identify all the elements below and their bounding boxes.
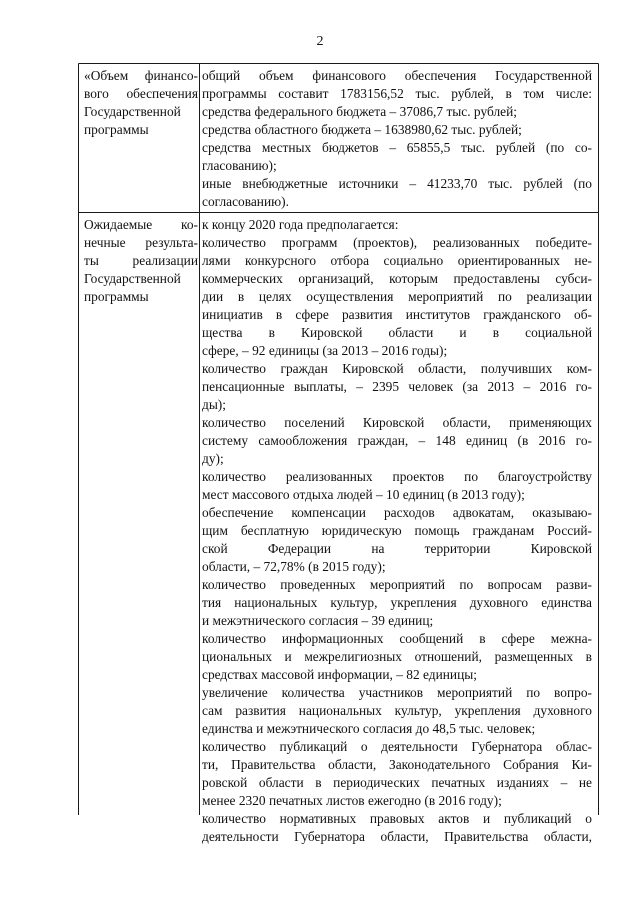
page-number: 2 <box>316 34 324 49</box>
value-line: количество граждан Кировской области, получивших ком- <box>202 361 592 376</box>
value-line: щим бесплатную юридическую помощь гражданам Россий- <box>202 523 592 538</box>
value-line: средства федерального бюджета – 37086,7 тыс. рублей; <box>202 104 517 119</box>
value-line: количество поселений Кировской области, применяющих <box>202 415 592 430</box>
value-line: менее 2320 печатных листов ежегодно (в 2016 году); <box>202 793 502 808</box>
label-line: Государственной <box>84 104 181 119</box>
value-line: деятельности Губернатора области, Правительства области, <box>202 829 592 844</box>
label-line: программы <box>84 122 149 137</box>
value-line: ды); <box>202 397 226 412</box>
value-line: коммерческих организаций, которым предоставлены субси- <box>202 271 592 286</box>
value-line: обеспечение компенсации расходов адвокатам, оказываю- <box>202 505 592 520</box>
label-line: ты реализации <box>84 253 198 268</box>
value-line: лями конкурсного отбора социально ориентированных не- <box>202 253 592 268</box>
value-line: дии в целях осуществления мероприятий по реализации <box>202 289 592 304</box>
value-line: щества в Кировской области и в социальной <box>202 325 592 340</box>
value-line: систему самообложения граждан, – 148 единиц (в 2016 го- <box>202 433 592 448</box>
value-line: количество публикаций о деятельности Губернатора облас- <box>202 739 592 754</box>
value-line: пенсационные выплаты, – 2395 человек (за 2013 – 2016 го- <box>202 379 592 394</box>
value-line: ровской области в периодических печатных изданиях – не <box>202 775 592 790</box>
label-line: Ожидаемые ко- <box>84 217 198 232</box>
value-line: средствах массовой информации, – 82 единицы; <box>202 667 477 682</box>
value-line: сам развития национальных культур, укрепления духовного <box>202 703 592 718</box>
label-line: программы <box>84 289 149 304</box>
value-line: ти, Правительства области, Законодательного Собрания Ки- <box>202 757 592 772</box>
label-line: «Объем финансо- <box>84 68 198 83</box>
value-line: сфере, – 92 единицы (за 2013 – 2016 годы); <box>202 343 448 358</box>
value-line: области, – 72,78% (в 2015 году); <box>202 559 386 574</box>
value-line: тия национальных культур, укрепления духовного единства <box>202 595 592 610</box>
value-line: количество программ (проектов), реализованных победите- <box>202 235 592 250</box>
value-line: согласованию). <box>202 194 289 209</box>
value-line: программы составит 1783156,52 тыс. рублей, в том числе: <box>202 86 592 101</box>
value-line: средства местных бюджетов – 65855,5 тыс. рублей (по со- <box>202 140 592 155</box>
value-line: гласованию); <box>202 158 277 173</box>
row-financing-value <box>202 67 592 211</box>
label-line: вого обеспечения <box>84 86 198 101</box>
value-line: ской Федерации на территории Кировской <box>202 541 592 556</box>
value-line: к концу 2020 года предполагается: <box>202 217 399 232</box>
value-line: общий объем финансового обеспечения Государственной <box>202 68 592 83</box>
value-line: и межэтнического согласия – 39 единиц; <box>202 613 434 628</box>
value-line: единства и межэтнического согласия до 48,5 тыс. человек; <box>202 721 536 736</box>
value-line: количество реализованных проектов по благоустройству <box>202 469 592 484</box>
value-line: инициатив в сфере развития институтов гражданского об- <box>202 307 592 322</box>
row-financing-label <box>84 67 198 139</box>
value-line: увеличение количества участников мероприятий по вопро- <box>202 685 592 700</box>
row-results-label <box>84 216 198 306</box>
value-line: количество информационных сообщений в сфере межна- <box>202 631 592 646</box>
value-line: циональных и межрелигиозных отношений, размещенных в <box>202 649 592 664</box>
value-line: количество проведенных мероприятий по вопросам разви- <box>202 577 592 592</box>
label-line: нечные результа- <box>84 235 198 250</box>
value-line: ду); <box>202 451 224 466</box>
label-line: Государственной <box>84 271 181 286</box>
value-line: мест массового отдыха людей – 10 единиц (в 2013 году); <box>202 487 525 502</box>
value-line: иные внебюджетные источники – 41233,70 тыс. рублей (по <box>202 176 592 191</box>
value-line: средства областного бюджета – 1638980,62 тыс. рублей; <box>202 122 522 137</box>
row-results-value <box>202 216 592 846</box>
value-line: количество нормативных правовых актов и публикаций о <box>202 811 592 826</box>
